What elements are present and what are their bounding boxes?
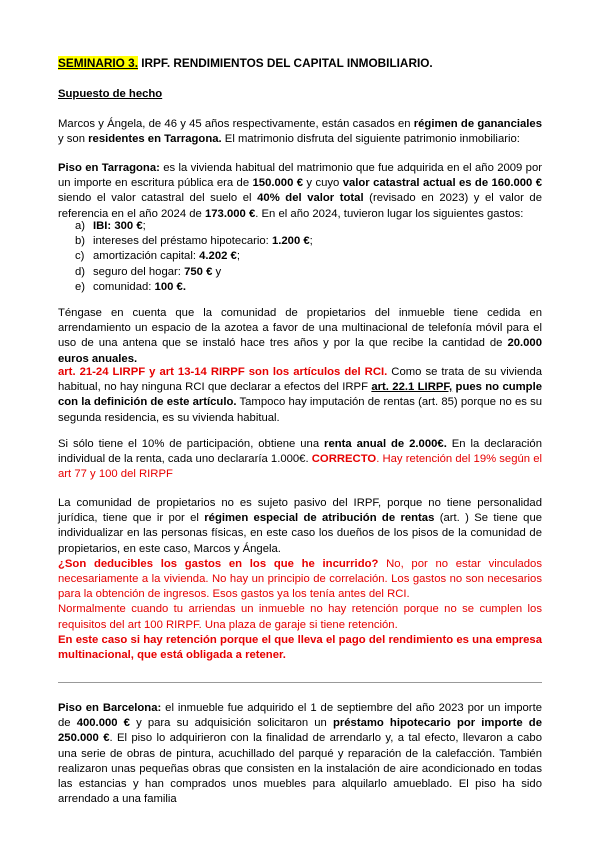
deducibles-question: ¿Son deducibles los gastos en los que he incurrido? [58,557,379,570]
list-item [58,219,542,234]
nota-renta-paragraph [58,437,542,483]
gastos-list [58,219,542,295]
barcelona-text: y para su adquisición solicitaron un [129,717,333,730]
rci-text: Tampoco hay imputación de rentas (art. 85) porque no es su segunda residencia, es su vivienda habitual. [58,396,543,424]
retencion-conclusion: En este caso si hay retención porque el que lleva el pago del rendimiento es una empresa multinacional, que está obligada a retener. [58,633,542,662]
list-item [58,234,542,249]
barcelona-text: . El piso lo adquirieron con la finalidad de arrendarlo y, a tal efecto, llevaron a cabo una serie de obras de pintura, acuchillado del parqué y reparación de la calefacción. También realizaron unas pequeñas obras que consisten en la instalación de aire acondicionado en todas las estancias y han comprados unos muebles para alquilarlo amueblado. El piso ha sido arrendado a una familia [58,732,542,806]
list-amount: 1.200 € [271,235,310,248]
tarragona-text: . En el año 2024, tuvieron lugar los siguientes gastos: [255,207,524,220]
tarragona-text: siendo el valor catastral del suelo el [58,192,258,205]
intro-text: y son [58,133,89,146]
antena-bold: 20.000 euros anuales. [58,337,542,365]
barcelona-bold: 400.000 € [76,717,130,730]
comunidad-paragraph [58,496,542,557]
renta-text: Si sólo tiene el 10% de participación, obtiene una [58,438,325,450]
tarragona-bold: 150.000 € [252,177,304,190]
piso-tarragona-paragraph [58,161,542,222]
intro-text: El matrimonio disfruta del siguiente patrimonio inmobiliario: [221,133,520,146]
barcelona-bold: Piso en Barcelona: [58,702,162,714]
list-suffix: ; [142,220,146,232]
renta-red-text: . Hay retención del 19% según el art 77 y 100 del RIRPF [58,453,543,481]
list-letter: a) [75,220,86,232]
list-letter: b) [75,235,86,248]
tarragona-bold: valor catastral actual es de 160.000 € [342,177,543,190]
list-item [58,249,542,264]
list-item [58,265,542,280]
page-title [58,56,542,71]
list-amount: IBI: 300 € [93,220,143,232]
nota-comunidad-block [58,496,542,663]
renta-text: En la declaración individual de la renta, cada uno declararía 1.000€. [58,438,542,466]
intro-paragraph [58,117,542,147]
list-letter: e) [75,280,86,293]
list-amount: 100 €. [154,280,186,293]
barcelona-bold: préstamo hipotecario por importe de 250.000 € [58,717,542,745]
list-amount: 4.202 € [199,250,237,263]
tarragona-bold: Piso en Tarragona: [58,162,160,174]
intro-bold: residentes en Tarragona. [88,133,222,146]
piso-barcelona-paragraph [58,701,542,807]
rci-bold: pues no cumple con la definición de este artículo. [58,381,543,409]
deducibles-paragraph [58,557,542,603]
list-label: seguro del hogar: [93,265,185,278]
section-heading: Supuesto de hecho [58,88,163,100]
intro-text: Marcos y Ángela, de 46 y 45 años respectivamente, están casados en [58,118,414,130]
rci-red-bold: art. 21-24 LIRPF y art 13-14 RIRPF son los artículos del RCI. [58,366,388,378]
nota-rci-paragraph [58,365,542,426]
list-label: intereses del préstamo hipotecario: [93,235,272,248]
list-suffix: ; [236,250,240,263]
list-label: amortización capital: [93,250,200,263]
retencion-paragraph: Normalmente cuando tu arriendas un inmueble no hay retención porque no se cumplen los requisitos del art 100 RIRPF. Una plaza de garaje si tiene retención. [58,603,542,631]
rci-article-ref: art. 22.1 LIRPF, [371,381,453,394]
list-item [58,280,542,295]
title-text: IRPF. RENDIMIENTOS DEL CAPITAL INMOBILIARIO. [137,56,433,70]
barcelona-text: el inmueble fue adquirido el 1 de septiembre del año 2023 por un importe de [58,702,542,730]
tarragona-text: es la vivienda habitual del matrimonio que fue adquirida en el año 2009 por un importe en escritura pública era de [58,162,542,190]
renta-bold: renta anual de 2.000€. [324,438,447,450]
comunidad-bold: régimen especial de atribución de rentas [204,512,435,525]
comunidad-text: La comunidad de propietarios no es sujeto pasivo del IRPF, porque no tiene personalidad jurídica, tiene que ir por el [58,497,542,525]
tarragona-bold: 40% del valor total [257,192,364,205]
comunidad-text: (art. ) Se tiene que individualizar en las personas físicas, en este caso los dueños de los pisos de la comunidad de propietarios, en este caso, Marcos y Ángela. [58,512,543,555]
list-amount: 750 € [184,265,213,278]
antena-paragraph [58,306,542,367]
tarragona-bold: 173.000 € [204,207,256,220]
list-suffix: y [212,265,222,278]
intro-bold: régimen de gananciales [413,118,542,130]
deducibles-answer: No, por no estar vinculados necesariamente a la vivienda. No hay un principio de correlación. Los gastos no son necesarios para la obtención de ingresos. Esos gastos ya los tenía antes del RCI. [58,557,542,601]
list-label: comunidad: [93,280,155,293]
list-letter: d) [75,265,86,278]
list-letter: c) [75,250,85,263]
seminar-label: SEMINARIO 3. [58,56,138,70]
antena-text: Téngase en cuenta que la comunidad de propietarios del inmueble tiene cedida en arrendamiento un espacio de la azotea a favor de una multinacional de telefonía móvil para el uso de una antena que se instaló hace tres años y por la que recibe la cantidad de [58,307,542,350]
tarragona-text: y cuyo [303,177,343,190]
tarragona-text: (revisado en 2023) y el valor de referencia en el año 2024 de [58,192,542,220]
renta-correcto: CORRECTO [311,453,377,466]
rci-text: Como se trata de su vivienda habitual, no hay ninguna RCI que declarar a efectos del IRPF [58,366,543,394]
list-suffix: ; [309,235,313,248]
section-divider [58,682,542,683]
